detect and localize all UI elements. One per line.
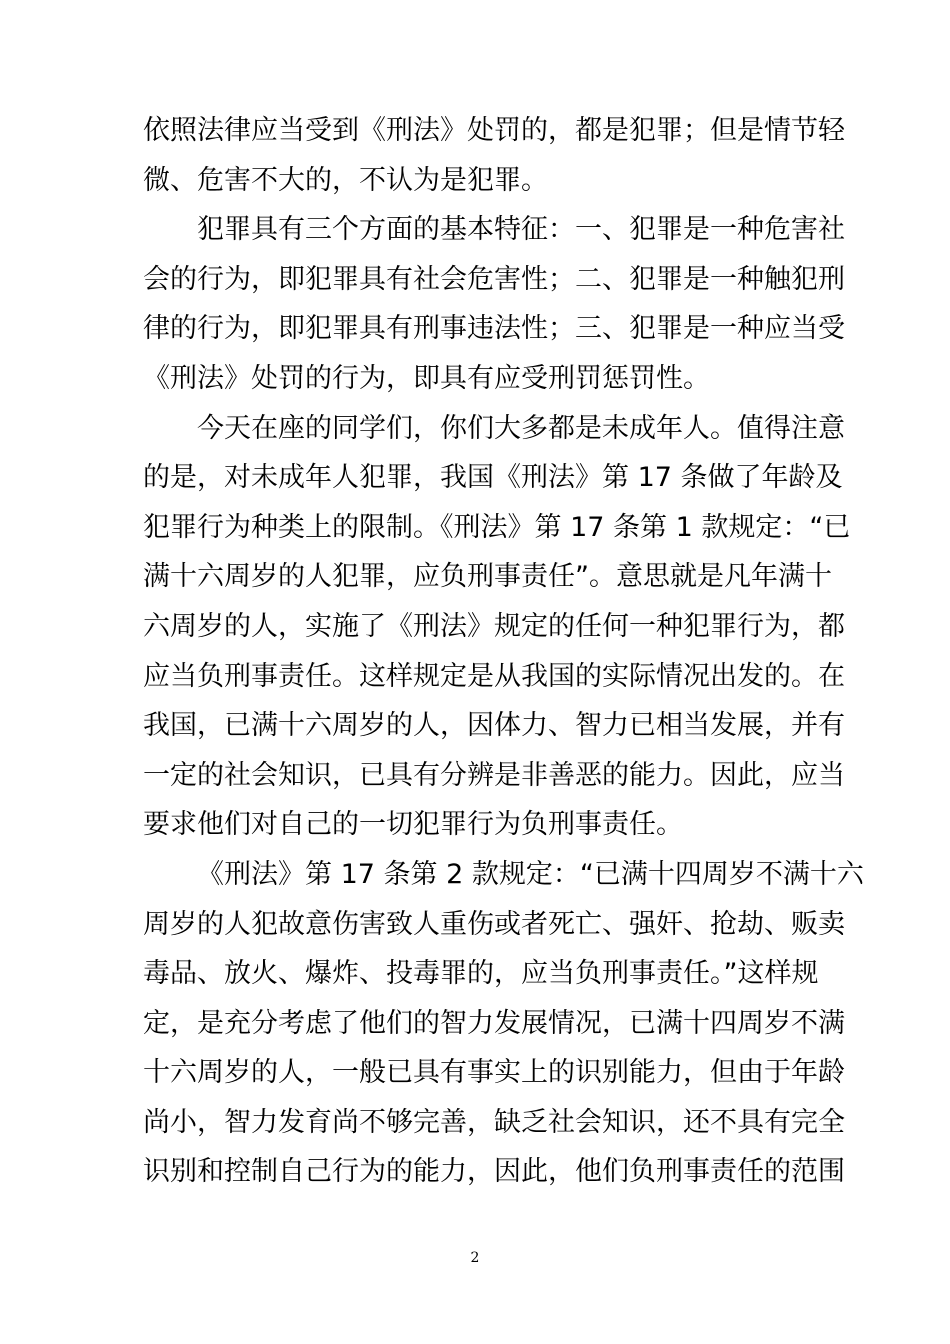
text-line: 会的行为，即犯罪具有社会危害性；二、犯罪是一种触犯刑	[143, 263, 845, 295]
text-line: 律的行为，即犯罪具有刑事违法性；三、犯罪是一种应当受	[143, 313, 845, 345]
text-line: 应当负刑事责任。这样规定是从我国的实际情况出发的。在	[143, 660, 845, 692]
page-number: 2	[470, 1250, 480, 1266]
text-line: 满十六周岁的人犯罪，应负刑事责任”。意思就是凡年满十	[143, 561, 832, 593]
text-line: 要求他们对自己的一切犯罪行为负刑事责任。	[143, 809, 683, 841]
text-line: 六周岁的人，实施了《刑法》规定的任何一种犯罪行为，都	[143, 610, 845, 642]
text-line: 我国，已满十六周岁的人，因体力、智力已相当发展，并有	[143, 710, 845, 742]
text-line: 十六周岁的人，一般已具有事实上的识别能力，但由于年龄	[143, 1057, 845, 1089]
text-line: 《刑法》处罚的行为，即具有应受刑罚惩罚性。	[143, 362, 710, 394]
text-line: 一定的社会知识，已具有分辨是非善恶的能力。因此，应当	[143, 759, 845, 791]
text-line: 周岁的人犯故意伤害致人重伤或者死亡、强奸、抢劫、贩卖	[143, 908, 845, 940]
body-text	[143, 106, 864, 1197]
text-line: 识别和控制自己行为的能力，因此，他们负刑事责任的范围	[143, 1156, 845, 1188]
paragraph-first-line: 犯罪具有三个方面的基本特征：一、犯罪是一种危害社	[197, 214, 845, 246]
paragraph-first-line: 《刑法》第 17 条第 2 款规定：“已满十四周岁不满十六	[197, 858, 864, 890]
text-line: 尚小，智力发育尚不够完善，缺乏社会知识，还不具有完全	[143, 1106, 845, 1138]
paragraph-first-line: 今天在座的同学们，你们大多都是未成年人。值得注意	[197, 412, 845, 444]
text-line: 依照法律应当受到《刑法》处罚的，都是犯罪；但是情节轻	[143, 115, 845, 146]
text-line: 定，是充分考虑了他们的智力发展情况，已满十四周岁不满	[143, 1007, 845, 1039]
text-line: 毒品、放火、爆炸、投毒罪的，应当负刑事责任。”这样规	[143, 958, 819, 990]
text-line: 的是，对未成年人犯罪，我国《刑法》第 17 条做了年龄及	[143, 462, 843, 494]
text-line: 微、危害不大的，不认为是犯罪。	[143, 164, 548, 196]
text-line: 犯罪行为种类上的限制。《刑法》第 17 条第 1 款规定：“已	[143, 511, 851, 543]
